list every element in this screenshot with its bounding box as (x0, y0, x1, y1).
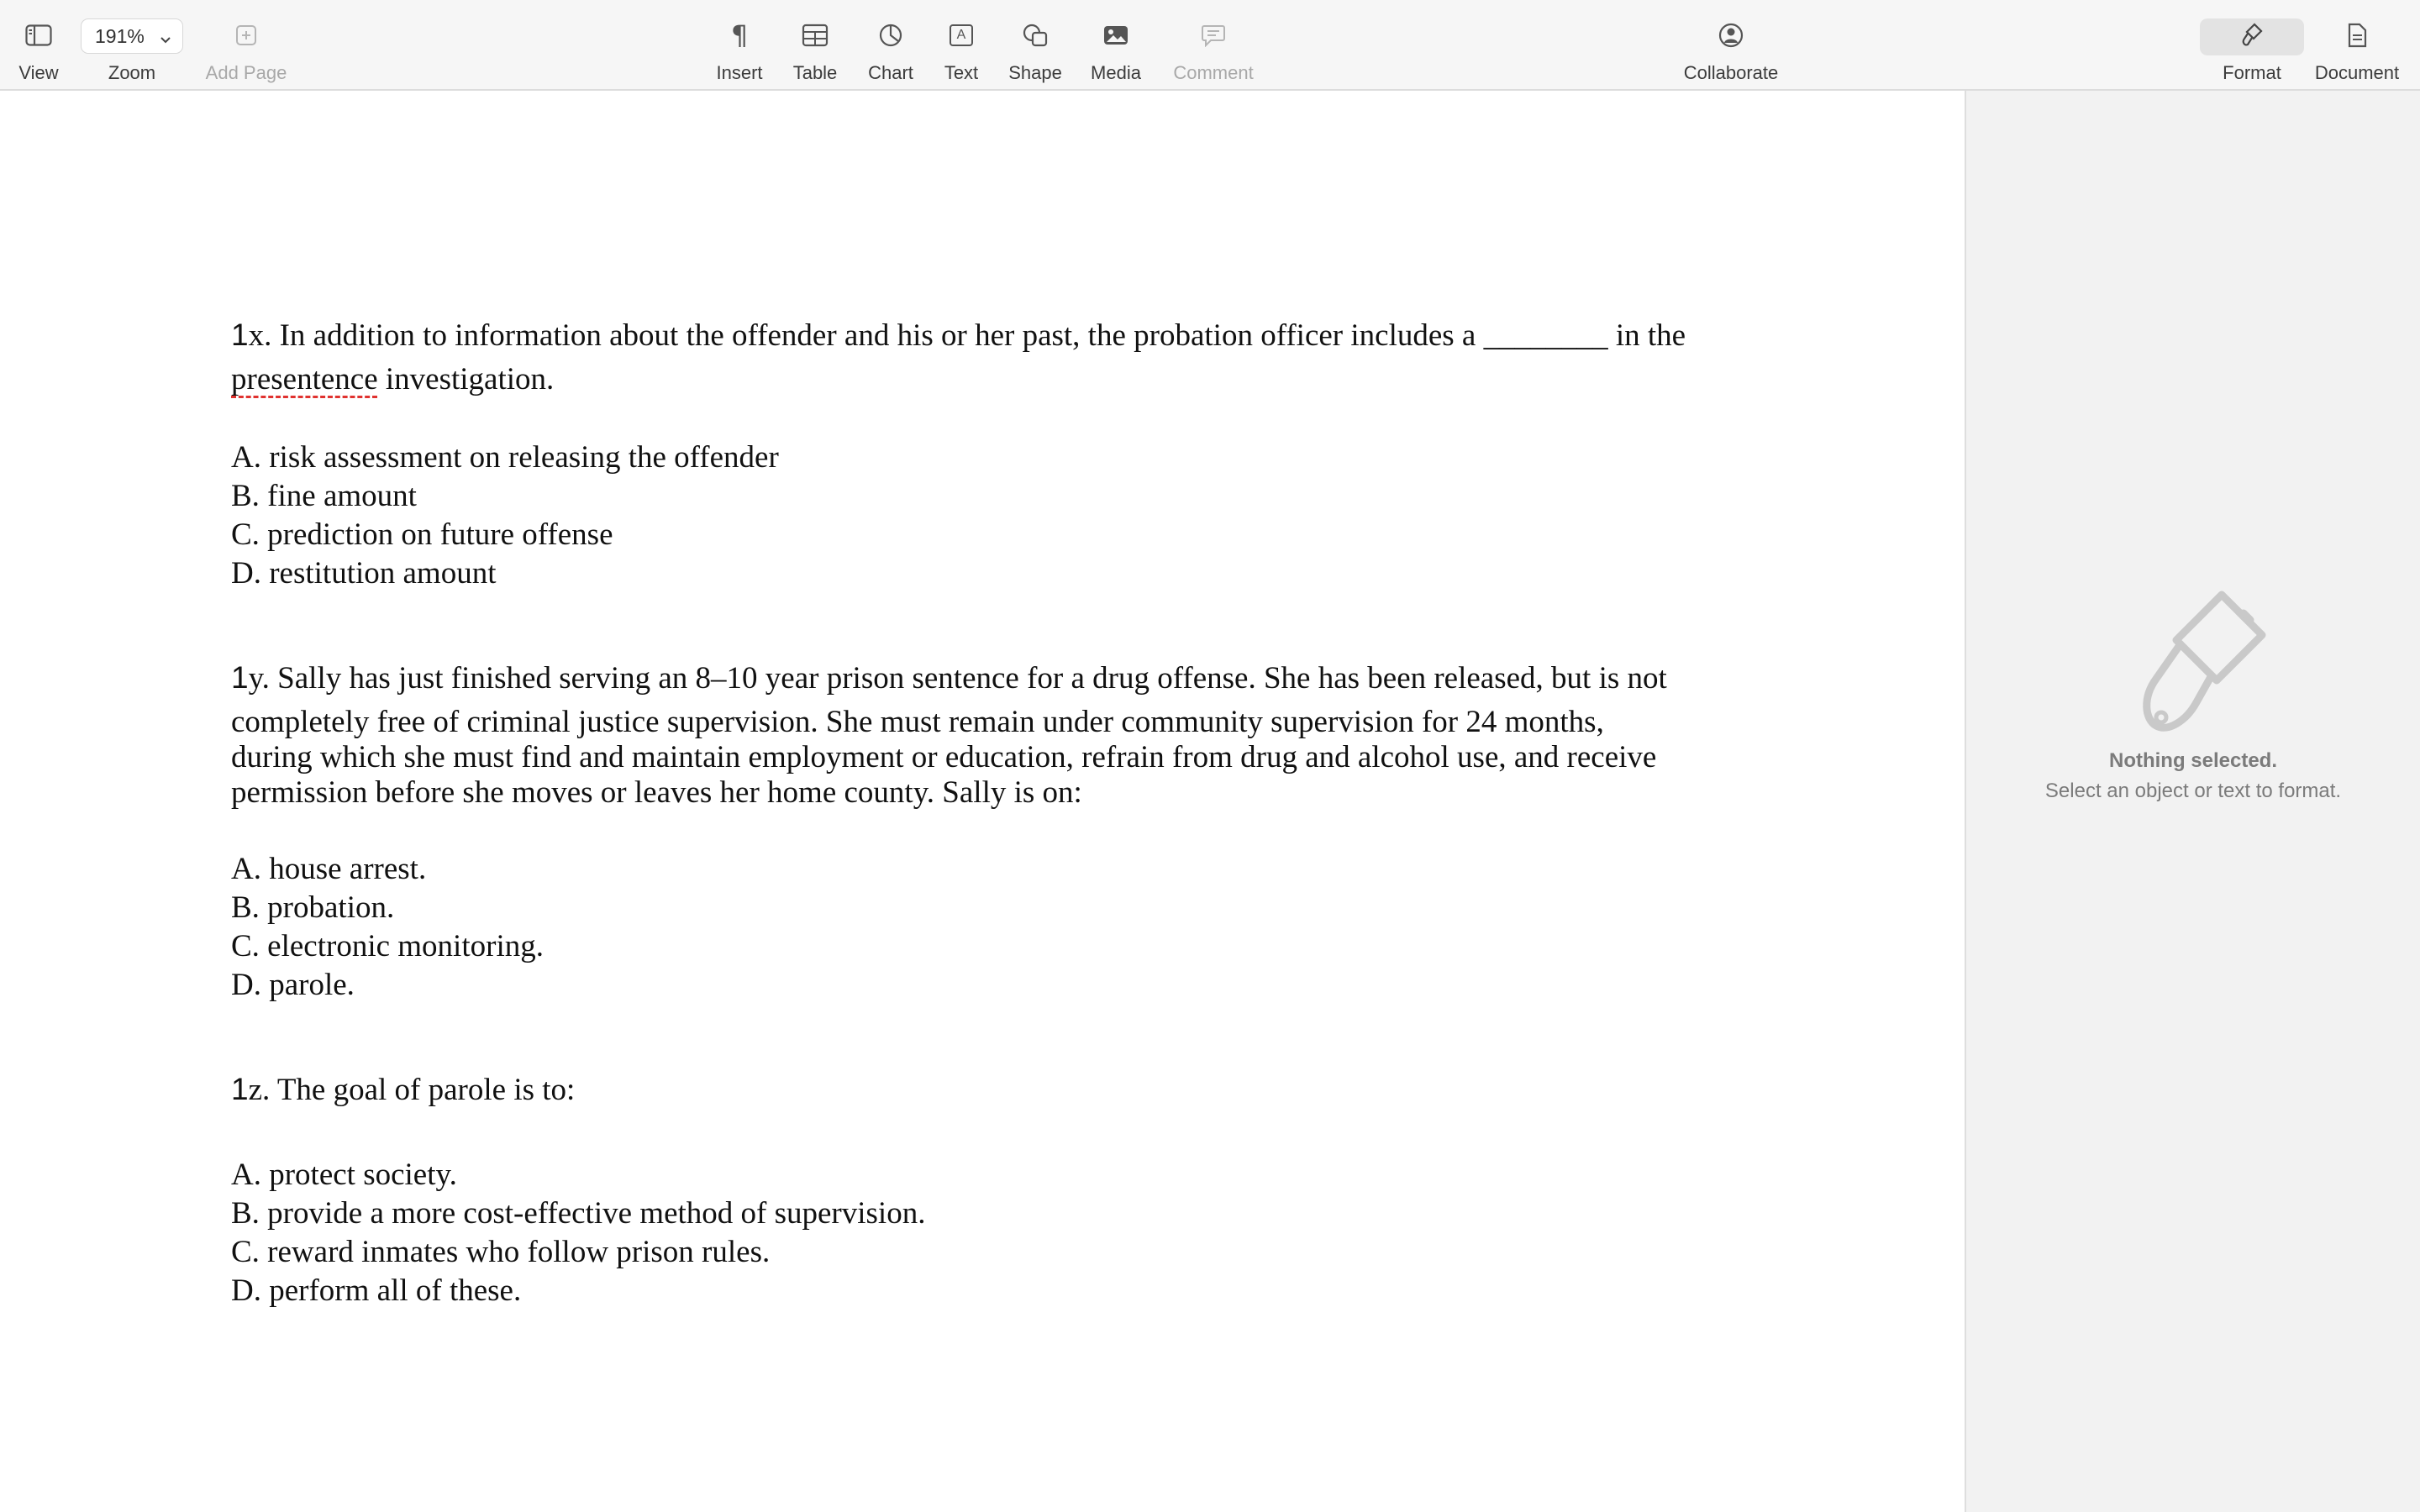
comment-icon (1197, 18, 1230, 52)
question-1y-options (231, 850, 544, 1005)
text-button[interactable] (928, 0, 995, 91)
format-sidebar (1965, 91, 2420, 1512)
question-1x[interactable] (231, 318, 1735, 397)
media-button[interactable] (1082, 0, 1150, 91)
question-1y-line2: completely free of criminal justice supervision. She must remain under community supervision for 24 months, (231, 705, 1604, 739)
format-button[interactable] (2200, 0, 2304, 91)
question-number: 1 (231, 1072, 249, 1106)
chart-icon (874, 18, 908, 52)
question-1z[interactable] (231, 1072, 1735, 1108)
question-1z-line1 (231, 1072, 1735, 1108)
question-text: y. Sally has just finished serving an 8–10 year prison sentence for a drug offense. She has been released, but is not (248, 661, 1667, 696)
question-1y-line1 (231, 660, 1735, 696)
question-1x-options (231, 438, 779, 593)
comment-label: Comment (1173, 62, 1254, 83)
add-page-label: Add Page (205, 62, 287, 83)
media-label: Media (1091, 62, 1141, 83)
option-c: C. electronic monitoring. (231, 929, 544, 963)
question-number: 1 (231, 660, 249, 695)
zoom-value: 191% (95, 24, 145, 47)
question-1z-options (231, 1156, 925, 1310)
paintbrush-icon (2128, 585, 2287, 748)
question-1y-line3: during which she must find and maintain employment or education, refrain from drug and alcohol use, and receive (231, 740, 1657, 774)
question-1x-line2 (231, 362, 1735, 397)
option-c: C. reward inmates who follow prison rules. (231, 1235, 771, 1269)
option-c: C. prediction on future offense (231, 517, 613, 552)
misspelled-word[interactable]: presentence (231, 362, 378, 396)
option-d: D. restitution amount (231, 556, 497, 591)
collaborate-label: Collaborate (1683, 62, 1779, 83)
add-page-button[interactable] (202, 0, 291, 91)
document-canvas[interactable] (0, 91, 1965, 1512)
insert-button[interactable] (706, 0, 773, 91)
collaborate-button[interactable] (1672, 0, 1790, 91)
chart-button[interactable] (857, 0, 924, 91)
text-label: Text (944, 62, 979, 83)
option-b: B. fine amount (231, 479, 417, 513)
shape-icon (1018, 18, 1052, 52)
document-button[interactable] (2311, 0, 2403, 91)
view-button[interactable] (0, 0, 77, 91)
view-label: View (18, 62, 59, 83)
collaborate-icon (1714, 18, 1748, 52)
document-label: Document (2314, 62, 2400, 83)
pilcrow-glyph: ¶ (730, 19, 749, 51)
question-1y[interactable] (231, 660, 1735, 811)
table-button[interactable] (781, 0, 849, 91)
table-label: Table (792, 62, 838, 83)
option-a: A. protect society. (231, 1158, 457, 1192)
media-icon (1099, 18, 1133, 52)
shape-label: Shape (1008, 62, 1062, 83)
question-1x-line1 (231, 318, 1735, 354)
option-a: A. risk assessment on releasing the offender (231, 440, 779, 475)
add-page-icon (229, 18, 263, 52)
empty-state-subtitle: Select an object or text to format. (2044, 780, 2342, 802)
question-text: z. The goal of parole is to: (248, 1073, 576, 1107)
text-box-icon (944, 18, 978, 52)
comment-button[interactable] (1163, 0, 1264, 91)
question-text-end: investigation. (377, 362, 555, 396)
question-text: x. In addition to information about the offender and his or her past, the probation officer includes a ________ in the (248, 318, 1686, 353)
pilcrow-icon (723, 18, 756, 52)
text-icon-glyph: A (956, 28, 966, 42)
paintbrush-icon (2235, 18, 2269, 52)
toolbar (0, 0, 2420, 91)
empty-state-title: Nothing selected. (2108, 749, 2278, 772)
option-d: D. perform all of these. (231, 1273, 522, 1308)
zoom-control (81, 0, 183, 91)
chart-label: Chart (868, 62, 913, 83)
option-a: A. house arrest. (231, 852, 427, 886)
shape-button[interactable] (1002, 0, 1069, 91)
question-1y-line4: permission before she moves or leaves her home county. Sally is on: (231, 775, 1082, 810)
table-icon (798, 18, 832, 52)
question-number: 1 (231, 318, 249, 352)
insert-label: Insert (716, 62, 763, 83)
option-b: B. provide a more cost-effective method of supervision. (231, 1196, 926, 1231)
option-b: B. probation. (231, 890, 395, 925)
sidebar-toggle-icon (22, 18, 55, 52)
document-icon (2340, 18, 2374, 52)
format-label: Format (2223, 62, 2281, 83)
zoom-label: Zoom (108, 62, 156, 83)
option-d: D. parole. (231, 968, 355, 1002)
